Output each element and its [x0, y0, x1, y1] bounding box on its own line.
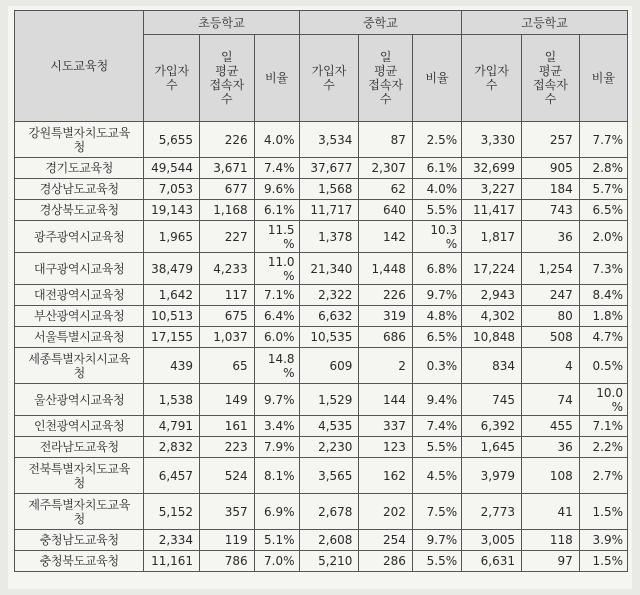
members-cell: 3,979 — [462, 458, 522, 494]
members-cell: 2,608 — [299, 530, 359, 551]
members-cell: 17,224 — [462, 253, 522, 285]
table-row — [15, 306, 628, 327]
ratio-cell: 3.9% — [579, 530, 627, 551]
daily-visitors-cell: 675 — [200, 306, 255, 327]
ratio-cell: 7.4% — [412, 416, 461, 437]
ratio-cell: 8.4% — [579, 285, 627, 306]
ratio-cell: 3.4% — [254, 416, 299, 437]
members-cell: 6,457 — [144, 458, 200, 494]
members-cell: 609 — [299, 348, 359, 384]
members-cell: 10,535 — [299, 327, 359, 348]
table-row — [15, 221, 628, 253]
region-name: 강원특별자치도교육 청 — [15, 122, 144, 158]
daily-visitors-cell: 257 — [522, 122, 580, 158]
daily-visitors-cell: 4 — [522, 348, 580, 384]
daily-visitors-cell: 508 — [522, 327, 580, 348]
daily-visitors-cell: 62 — [359, 179, 412, 200]
ratio-cell: 7.4% — [254, 158, 299, 179]
members-cell: 1,817 — [462, 221, 522, 253]
region-name: 전북특별자치도교육 청 — [15, 458, 144, 494]
daily-visitors-cell: 202 — [359, 494, 412, 530]
ratio-cell: 7.9% — [254, 437, 299, 458]
ratio-cell: 6.8% — [412, 253, 461, 285]
members-cell: 5,210 — [299, 551, 359, 572]
members-cell: 37,677 — [299, 158, 359, 179]
members-cell: 5,655 — [144, 122, 200, 158]
daily-visitors-cell: 162 — [359, 458, 412, 494]
members-cell: 2,943 — [462, 285, 522, 306]
daily-visitors-cell: 247 — [522, 285, 580, 306]
members-cell: 5,152 — [144, 494, 200, 530]
daily-visitors-cell: 455 — [522, 416, 580, 437]
members-cell: 4,535 — [299, 416, 359, 437]
daily-visitors-header: 일 평균 접속자 수 — [359, 35, 412, 122]
members-cell: 745 — [462, 384, 522, 416]
members-cell: 4,302 — [462, 306, 522, 327]
daily-visitors-cell: 123 — [359, 437, 412, 458]
members-cell: 2,678 — [299, 494, 359, 530]
daily-visitors-cell: 337 — [359, 416, 412, 437]
members-cell: 6,392 — [462, 416, 522, 437]
members-cell: 11,161 — [144, 551, 200, 572]
ratio-cell: 9.6% — [254, 179, 299, 200]
ratio-cell: 9.7% — [412, 285, 461, 306]
ratio-cell: 5.7% — [579, 179, 627, 200]
daily-visitors-cell: 226 — [200, 122, 255, 158]
region-name: 대구광역시교육청 — [15, 253, 144, 285]
statistics-table — [14, 10, 628, 572]
members-cell: 1,965 — [144, 221, 200, 253]
members-cell: 6,632 — [299, 306, 359, 327]
document-page — [8, 6, 632, 589]
daily-visitors-cell: 2,307 — [359, 158, 412, 179]
region-name: 울산광역시교육청 — [15, 384, 144, 416]
ratio-cell: 5.5% — [412, 437, 461, 458]
daily-visitors-cell: 1,448 — [359, 253, 412, 285]
ratio-cell: 9.7% — [254, 384, 299, 416]
ratio-cell: 2.5% — [412, 122, 461, 158]
daily-visitors-cell: 743 — [522, 200, 580, 221]
table-row — [15, 384, 628, 416]
ratio-cell: 4.5% — [412, 458, 461, 494]
ratio-cell: 9.4% — [412, 384, 461, 416]
header-high: 고등학교 — [462, 11, 628, 35]
daily-visitors-cell: 41 — [522, 494, 580, 530]
members-cell: 2,322 — [299, 285, 359, 306]
daily-visitors-cell: 686 — [359, 327, 412, 348]
daily-visitors-cell: 74 — [522, 384, 580, 416]
members-cell: 2,230 — [299, 437, 359, 458]
ratio-cell: 4.8% — [412, 306, 461, 327]
ratio-cell: 14.8 % — [254, 348, 299, 384]
daily-visitors-cell: 149 — [200, 384, 255, 416]
members-cell: 1,642 — [144, 285, 200, 306]
region-name: 경상북도교육청 — [15, 200, 144, 221]
members-cell: 10,848 — [462, 327, 522, 348]
daily-visitors-cell: 1,037 — [200, 327, 255, 348]
ratio-cell: 10.3 % — [412, 221, 461, 253]
members-cell: 3,227 — [462, 179, 522, 200]
region-name: 충청남도교육청 — [15, 530, 144, 551]
ratio-cell: 5.5% — [412, 200, 461, 221]
members-cell: 4,791 — [144, 416, 200, 437]
ratio-cell: 2.8% — [579, 158, 627, 179]
table-row — [15, 200, 628, 221]
members-cell: 10,513 — [144, 306, 200, 327]
daily-visitors-cell: 1,254 — [522, 253, 580, 285]
members-cell: 2,773 — [462, 494, 522, 530]
daily-visitors-cell: 65 — [200, 348, 255, 384]
daily-visitors-cell: 227 — [200, 221, 255, 253]
table-row — [15, 158, 628, 179]
region-name: 경기도교육청 — [15, 158, 144, 179]
ratio-header: 비율 — [579, 35, 627, 122]
ratio-cell: 5.5% — [412, 551, 461, 572]
members-cell: 1,378 — [299, 221, 359, 253]
daily-visitors-cell: 319 — [359, 306, 412, 327]
members-cell: 3,534 — [299, 122, 359, 158]
ratio-cell: 7.0% — [254, 551, 299, 572]
region-name: 전라남도교육청 — [15, 437, 144, 458]
daily-visitors-cell: 184 — [522, 179, 580, 200]
members-cell: 6,631 — [462, 551, 522, 572]
ratio-cell: 6.1% — [254, 200, 299, 221]
daily-visitors-cell: 905 — [522, 158, 580, 179]
ratio-cell: 6.0% — [254, 327, 299, 348]
daily-visitors-cell: 226 — [359, 285, 412, 306]
daily-visitors-cell: 677 — [200, 179, 255, 200]
ratio-cell: 7.1% — [254, 285, 299, 306]
ratio-cell: 6.4% — [254, 306, 299, 327]
region-name: 충청북도교육청 — [15, 551, 144, 572]
region-name: 제주특별자치도교육 청 — [15, 494, 144, 530]
table-row — [15, 348, 628, 384]
daily-visitors-cell: 108 — [522, 458, 580, 494]
ratio-cell: 4.0% — [412, 179, 461, 200]
ratio-cell: 4.0% — [254, 122, 299, 158]
daily-visitors-cell: 36 — [522, 437, 580, 458]
ratio-cell: 6.1% — [412, 158, 461, 179]
ratio-cell: 1.8% — [579, 306, 627, 327]
ratio-cell: 5.1% — [254, 530, 299, 551]
members-cell: 3,330 — [462, 122, 522, 158]
ratio-cell: 7.5% — [412, 494, 461, 530]
daily-visitors-cell: 3,671 — [200, 158, 255, 179]
daily-visitors-header: 일 평균 접속자 수 — [200, 35, 255, 122]
ratio-cell: 7.3% — [579, 253, 627, 285]
ratio-cell: 2.0% — [579, 221, 627, 253]
ratio-header: 비율 — [254, 35, 299, 122]
members-cell: 834 — [462, 348, 522, 384]
members-header: 가입자 수 — [462, 35, 522, 122]
header-middle: 중학교 — [299, 11, 462, 35]
daily-visitors-cell: 286 — [359, 551, 412, 572]
ratio-cell: 11.5 % — [254, 221, 299, 253]
region-name: 서울특별시교육청 — [15, 327, 144, 348]
ratio-cell: 2.7% — [579, 458, 627, 494]
table-row — [15, 179, 628, 200]
members-cell: 2,334 — [144, 530, 200, 551]
daily-visitors-cell: 118 — [522, 530, 580, 551]
members-cell: 3,565 — [299, 458, 359, 494]
members-cell: 1,568 — [299, 179, 359, 200]
members-header: 가입자 수 — [144, 35, 200, 122]
ratio-cell: 6.5% — [579, 200, 627, 221]
daily-visitors-cell: 36 — [522, 221, 580, 253]
daily-visitors-cell: 97 — [522, 551, 580, 572]
table-row — [15, 530, 628, 551]
ratio-cell: 0.5% — [579, 348, 627, 384]
ratio-cell: 2.2% — [579, 437, 627, 458]
daily-visitors-cell: 786 — [200, 551, 255, 572]
members-header: 가입자 수 — [299, 35, 359, 122]
daily-visitors-cell: 640 — [359, 200, 412, 221]
ratio-cell: 9.7% — [412, 530, 461, 551]
region-name: 인천광역시교육청 — [15, 416, 144, 437]
region-name: 대전광역시교육청 — [15, 285, 144, 306]
ratio-cell: 1.5% — [579, 494, 627, 530]
members-cell: 21,340 — [299, 253, 359, 285]
daily-visitors-cell: 87 — [359, 122, 412, 158]
table-row — [15, 551, 628, 572]
table-row — [15, 458, 628, 494]
table-row — [15, 253, 628, 285]
ratio-cell: 6.9% — [254, 494, 299, 530]
daily-visitors-cell: 254 — [359, 530, 412, 551]
ratio-cell: 8.1% — [254, 458, 299, 494]
region-name: 경상남도교육청 — [15, 179, 144, 200]
region-name: 부산광역시교육청 — [15, 306, 144, 327]
members-cell: 38,479 — [144, 253, 200, 285]
ratio-cell: 1.5% — [579, 551, 627, 572]
members-cell: 19,143 — [144, 200, 200, 221]
table-row — [15, 416, 628, 437]
region-name: 세종특별자치시교육 청 — [15, 348, 144, 384]
ratio-cell: 7.7% — [579, 122, 627, 158]
daily-visitors-cell: 119 — [200, 530, 255, 551]
header-elementary: 초등학교 — [144, 11, 299, 35]
members-cell: 11,417 — [462, 200, 522, 221]
daily-visitors-cell: 357 — [200, 494, 255, 530]
daily-visitors-cell: 117 — [200, 285, 255, 306]
daily-visitors-cell: 80 — [522, 306, 580, 327]
ratio-cell: 6.5% — [412, 327, 461, 348]
members-cell: 17,155 — [144, 327, 200, 348]
table-row — [15, 285, 628, 306]
ratio-cell: 7.1% — [579, 416, 627, 437]
daily-visitors-header: 일 평균 접속자 수 — [522, 35, 580, 122]
daily-visitors-cell: 524 — [200, 458, 255, 494]
table-row — [15, 437, 628, 458]
ratio-cell: 0.3% — [412, 348, 461, 384]
table-row — [15, 327, 628, 348]
members-cell: 11,717 — [299, 200, 359, 221]
daily-visitors-cell: 223 — [200, 437, 255, 458]
region-name: 광주광역시교육청 — [15, 221, 144, 253]
ratio-cell: 10.0 % — [579, 384, 627, 416]
table-row — [15, 494, 628, 530]
members-cell: 1,529 — [299, 384, 359, 416]
daily-visitors-cell: 2 — [359, 348, 412, 384]
members-cell: 2,832 — [144, 437, 200, 458]
table-row — [15, 122, 628, 158]
ratio-cell: 11.0 % — [254, 253, 299, 285]
members-cell: 1,538 — [144, 384, 200, 416]
daily-visitors-cell: 1,168 — [200, 200, 255, 221]
daily-visitors-cell: 4,233 — [200, 253, 255, 285]
members-cell: 32,699 — [462, 158, 522, 179]
header-region: 시도교육청 — [15, 11, 144, 122]
members-cell: 7,053 — [144, 179, 200, 200]
members-cell: 439 — [144, 348, 200, 384]
members-cell: 3,005 — [462, 530, 522, 551]
ratio-cell: 4.7% — [579, 327, 627, 348]
members-cell: 1,645 — [462, 437, 522, 458]
daily-visitors-cell: 142 — [359, 221, 412, 253]
members-cell: 49,544 — [144, 158, 200, 179]
daily-visitors-cell: 161 — [200, 416, 255, 437]
ratio-header: 비율 — [412, 35, 461, 122]
daily-visitors-cell: 144 — [359, 384, 412, 416]
